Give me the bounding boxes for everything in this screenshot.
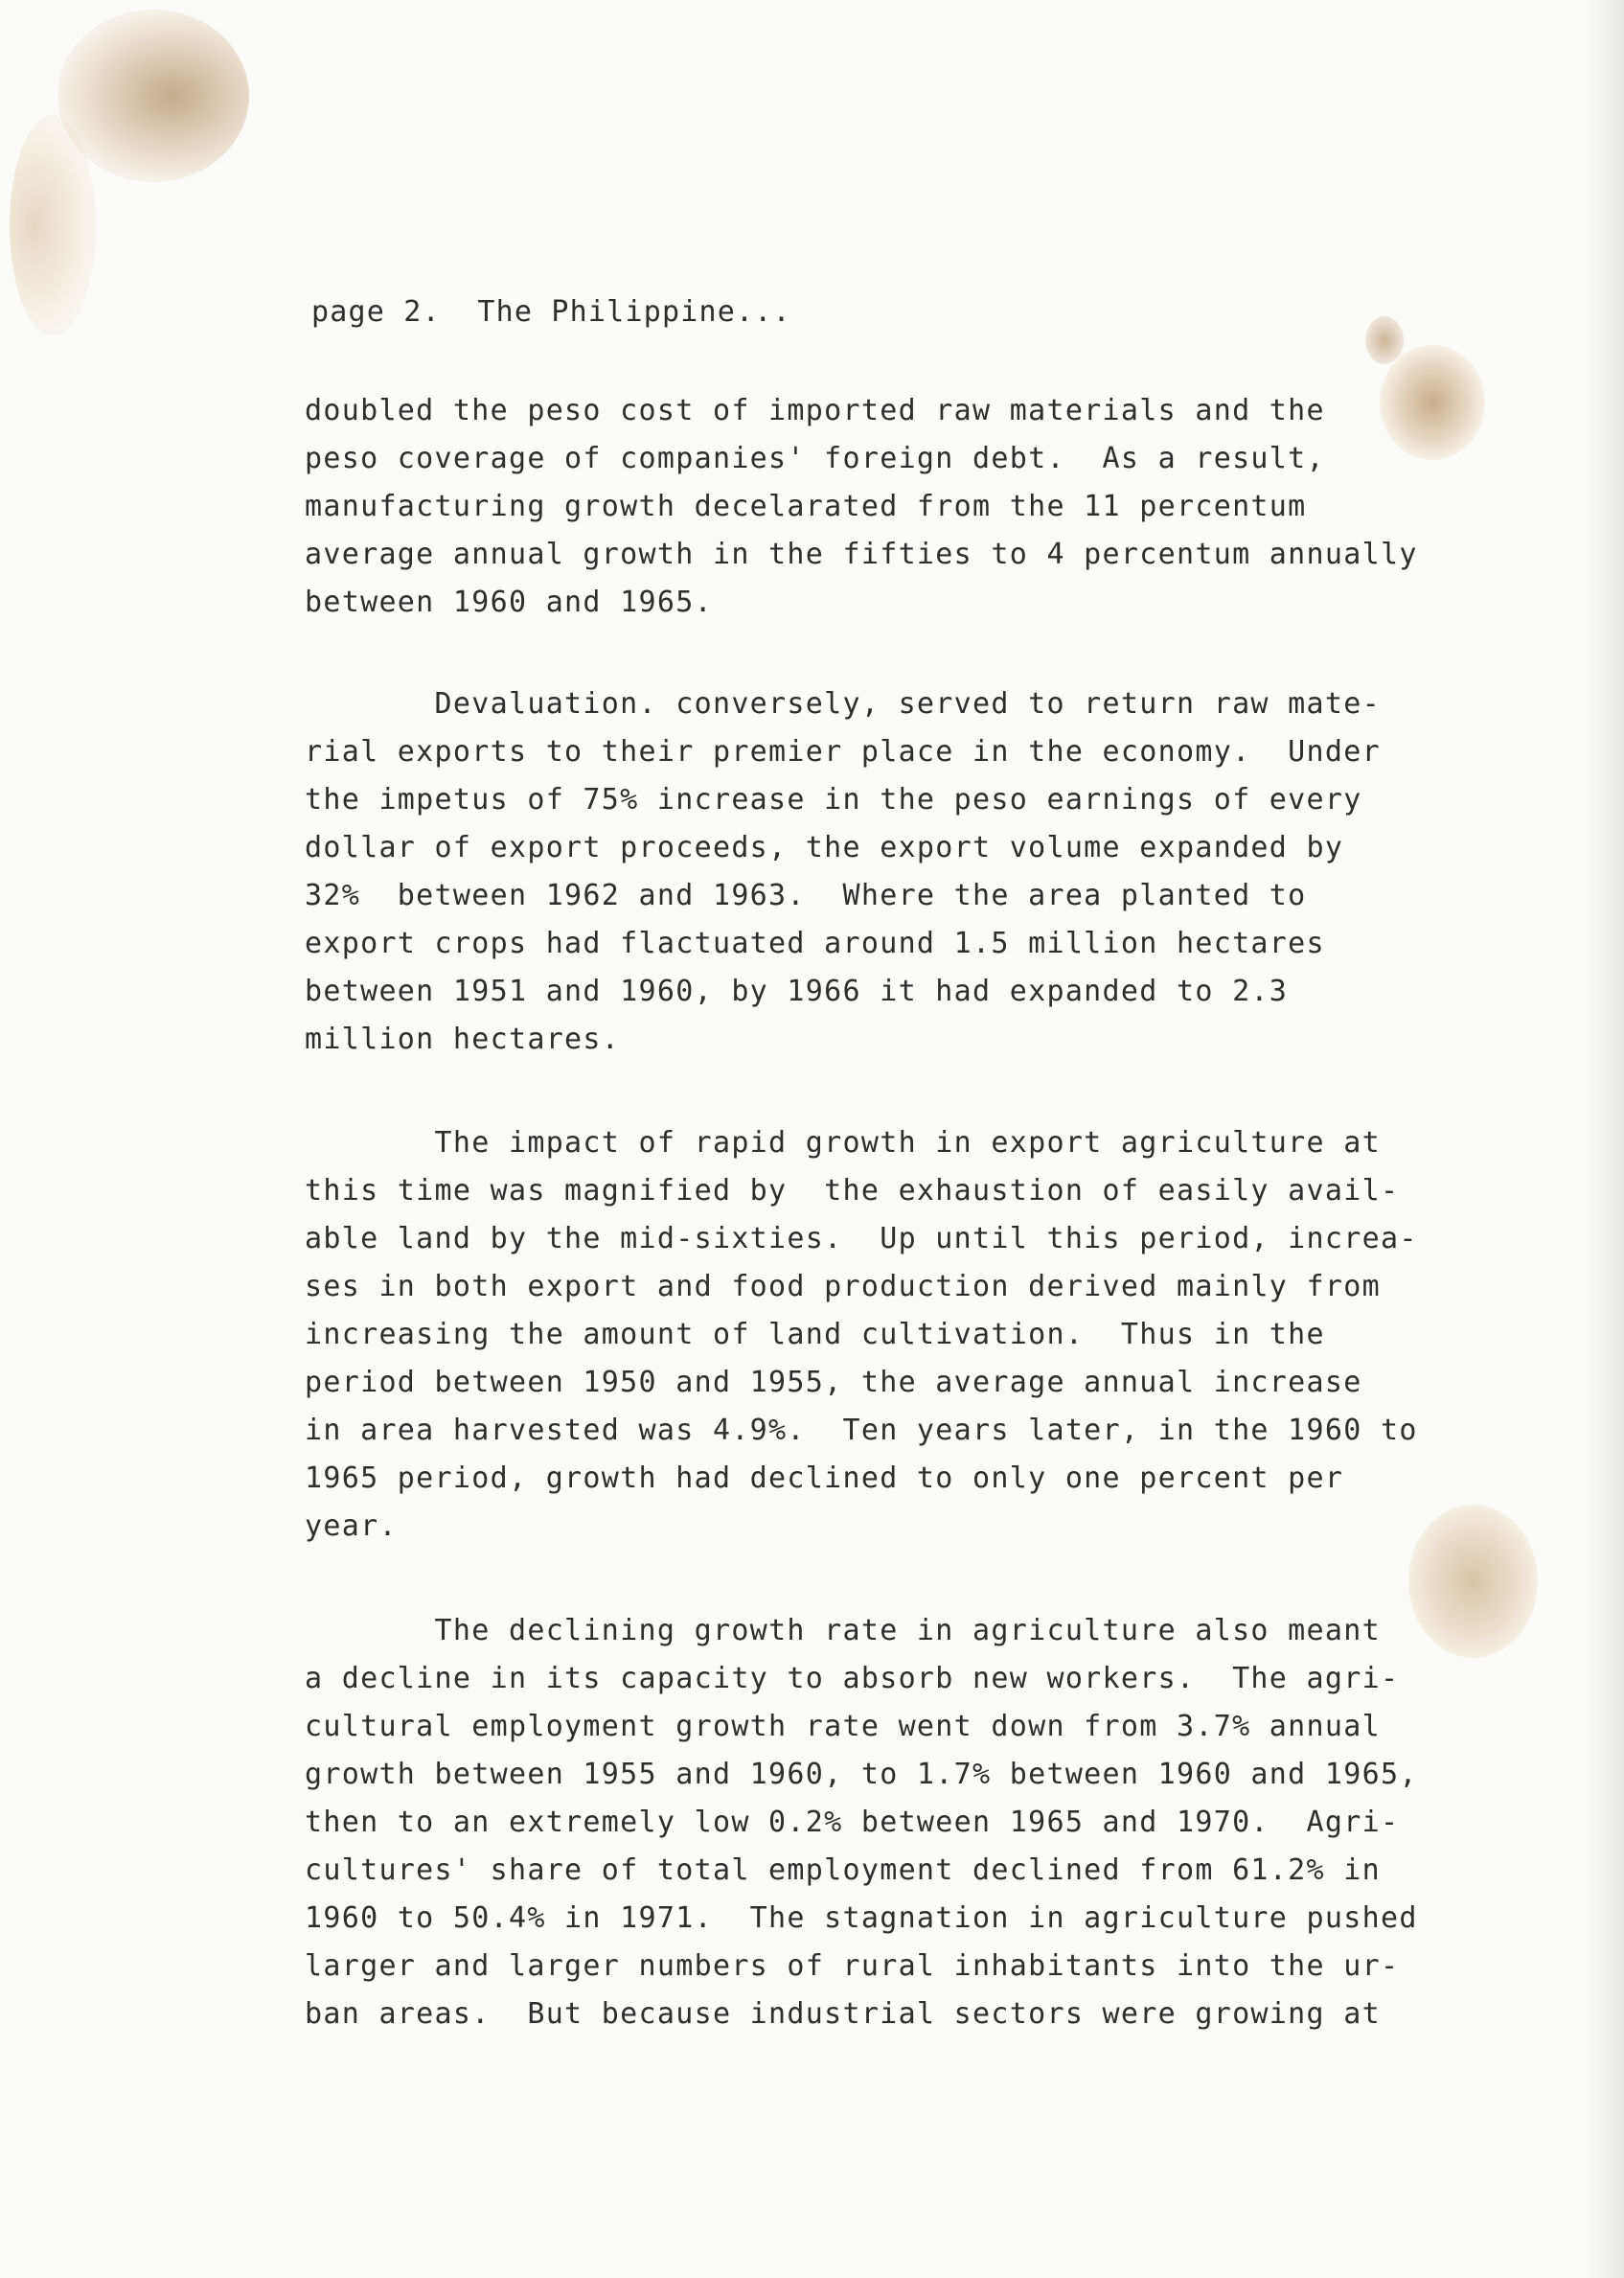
text-line: average annual growth in the fifties to 4 percentum annually <box>305 538 1418 571</box>
text-line: rial exports to their premier place in the economy. Under <box>305 735 1381 769</box>
text-line: peso coverage of companies' foreign debt. As a result, <box>305 442 1325 475</box>
stain-left-edge <box>10 115 96 335</box>
coffee-stain-middle-right <box>1408 1505 1538 1658</box>
paragraph-2 <box>305 680 1381 1064</box>
text-line: increasing the amount of land cultivation. Thus in the <box>305 1318 1325 1351</box>
text-line: 1965 period, growth had declined to only one percent per <box>305 1461 1344 1495</box>
text-line: between 1951 and 1960, by 1966 it had expanded to 2.3 <box>305 975 1289 1008</box>
paragraph-4 <box>305 1607 1418 2038</box>
text-line: Devaluation. conversely, served to return raw mate- <box>305 687 1381 721</box>
text-line: dollar of export proceeds, the export volume expanded by <box>305 831 1344 864</box>
text-line: ses in both export and food production derived mainly from <box>305 1270 1381 1303</box>
text-line: growth between 1955 and 1960, to 1.7% between 1960 and 1965, <box>305 1758 1418 1791</box>
text-line: in area harvested was 4.9%. Ten years later, in the 1960 to <box>305 1414 1418 1447</box>
paragraph-3 <box>305 1119 1418 1551</box>
text-line: able land by the mid-sixties. Up until this period, increa- <box>305 1222 1418 1255</box>
page-header: page 2. The Philippine... <box>311 295 791 329</box>
text-line: period between 1950 and 1955, the average annual increase <box>305 1366 1362 1399</box>
text-line: a decline in its capacity to absorb new workers. The agri- <box>305 1662 1400 1695</box>
text-line: larger and larger numbers of rural inhabitants into the ur- <box>305 1949 1400 1983</box>
text-line: this time was magnified by the exhaustion of easily avail- <box>305 1174 1400 1208</box>
text-line: doubled the peso cost of imported raw materials and the <box>305 394 1325 427</box>
stain-drip-top-right <box>1365 316 1404 364</box>
coffee-stain-top-left <box>57 10 249 182</box>
text-line: million hectares. <box>305 1023 621 1056</box>
text-line: the impetus of 75% increase in the peso earnings of every <box>305 783 1362 817</box>
text-line: cultural employment growth rate went down from 3.7% annual <box>305 1710 1381 1743</box>
paragraph-1 <box>305 387 1418 627</box>
text-line: 32% between 1962 and 1963. Where the area planted to <box>305 879 1307 912</box>
text-line: export crops had flactuated around 1.5 million hectares <box>305 927 1325 960</box>
page-edge-shadow <box>1586 0 1624 2278</box>
text-line: year. <box>305 1509 398 1543</box>
text-line: 1960 to 50.4% in 1971. The stagnation in agriculture pushed <box>305 1901 1418 1935</box>
text-line: between 1960 and 1965. <box>305 586 713 619</box>
text-line: The declining growth rate in agriculture also meant <box>305 1614 1381 1647</box>
text-line: cultures' share of total employment declined from 61.2% in <box>305 1853 1381 1887</box>
text-line: manufacturing growth decelarated from the 11 percentum <box>305 490 1307 523</box>
text-line: The impact of rapid growth in export agriculture at <box>305 1126 1381 1160</box>
text-line: then to an extremely low 0.2% between 1965 and 1970. Agri- <box>305 1806 1400 1839</box>
text-line: ban areas. But because industrial sectors were growing at <box>305 1997 1381 2031</box>
